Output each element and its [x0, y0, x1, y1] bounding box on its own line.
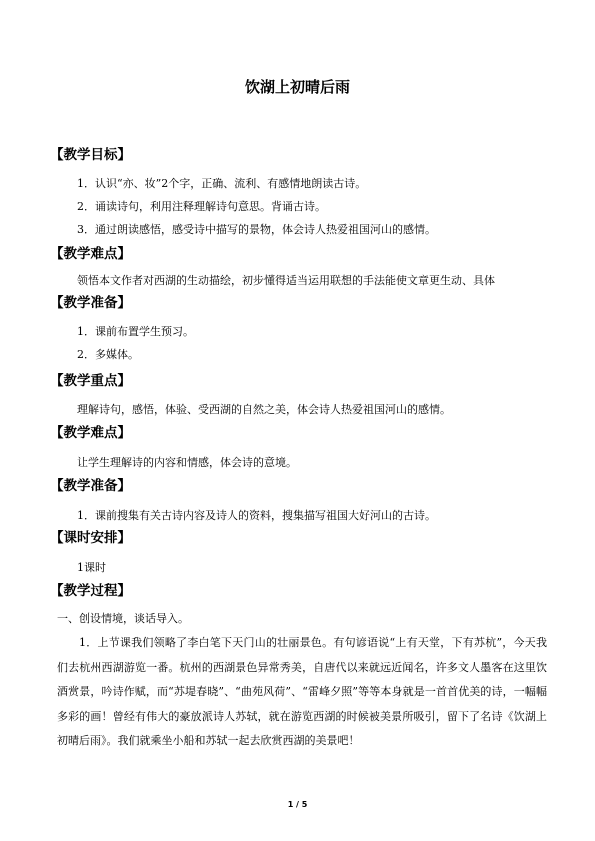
process-paragraph: 1．上节课我们领略了李白笔下天门山的壮丽景色。有句谚语说“上有天堂，下有苏杭”，今天我们去杭州西湖游览一番。杭州的西湖景色异常秀美，自唐代以来就远近闻名，许多文人墨客在这里饮酒赏景，吟诗作赋，而“苏堤春晓”、“曲苑风荷”、“雷峰夕照”等等本身就是一首首优美的诗，一幅幅多彩的画！曾经有伟大的豪放派诗人苏轼，就在游览西湖的时候被美景所吸引，留下了名诗《饮湖上初晴后雨》。我们就乘坐小船和苏轼一起去欣赏西湖的美景吧！	[57, 636, 547, 748]
heading-teaching-process: 【教学过程】	[50, 583, 131, 599]
schedule-text: 1课时	[77, 561, 106, 574]
difficulty-2-text: 让学生理解诗的内容和情感，体会诗的意境。	[77, 456, 297, 469]
heading-teaching-difficulty: 【教学难点】	[50, 246, 131, 262]
goal-item-3: 3．通过朗读感悟，感受诗中描写的景物，体会诗人热爱祖国河山的感情。	[77, 223, 436, 236]
page-number: 1 / 5	[287, 800, 308, 809]
preparation-item-1: 1．课前布置学生预习。	[77, 325, 194, 338]
heading-teaching-preparation-2: 【教学准备】	[50, 478, 131, 494]
heading-teaching-preparation: 【教学准备】	[50, 295, 131, 311]
goal-item-2: 2．诵读诗句，利用注释理解诗句意思。背诵古诗。	[77, 200, 326, 213]
key-points-text: 理解诗句，感悟，体验、受西湖的自然之美，体会诗人热爱祖国河山的感情。	[77, 403, 451, 416]
heading-teaching-key-points: 【教学重点】	[50, 373, 131, 389]
heading-teaching-difficulty-2: 【教学难点】	[50, 425, 131, 441]
goal-item-1: 1．认识“亦、妆”2个字，正确、流利、有感情地朗读古诗。	[77, 177, 367, 190]
preparation-item-2: 2．多媒体。	[77, 348, 139, 361]
preparation-2-item-1: 1．课前搜集有关古诗内容及诗人的资料，搜集描写祖国大好河山的古诗。	[77, 509, 436, 522]
process-subheading: 一、创设情境，谈话导入。	[57, 612, 189, 625]
page-title: 饮湖上初晴后雨	[244, 78, 350, 96]
heading-teaching-goals: 【教学目标】	[50, 147, 131, 163]
difficulty-text: 领悟本文作者对西湖的生动描绘，初步懂得适当运用联想的手法能使文章更生动、具体	[77, 274, 495, 287]
heading-class-schedule: 【课时安排】	[50, 530, 131, 546]
